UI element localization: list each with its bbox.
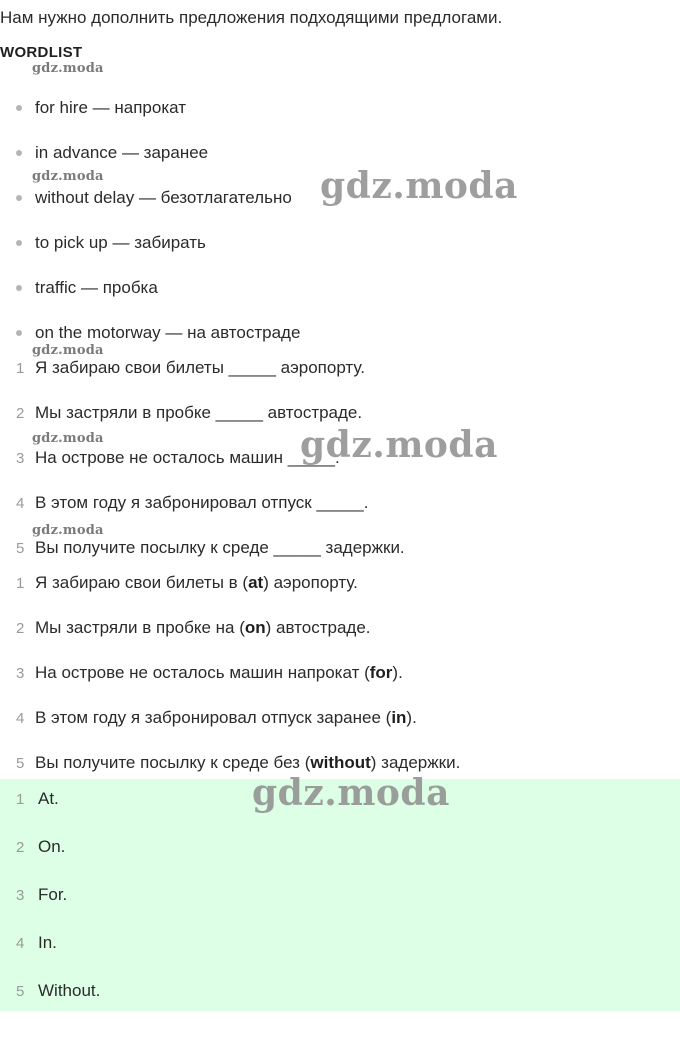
- item-number: 1: [16, 574, 25, 592]
- bullet-icon: [16, 195, 22, 201]
- item-number: 5: [16, 982, 25, 1000]
- sentence-text-before: Вы получите посылку к среде без (: [35, 753, 311, 772]
- bullet-icon: [16, 330, 22, 336]
- item-number: 5: [16, 539, 25, 557]
- item-number: 2: [16, 838, 25, 856]
- bullet-icon: [16, 150, 22, 156]
- watermark-large: gdz.moda: [320, 165, 518, 207]
- bullet-icon: [16, 240, 22, 246]
- solved-sentence: [0, 706, 417, 730]
- item-number: 3: [16, 886, 25, 904]
- answer-text: Without.: [38, 981, 101, 1000]
- answer-item: [0, 835, 65, 859]
- watermark-large: gdz.moda: [300, 424, 498, 466]
- item-number: 4: [16, 494, 25, 512]
- answer-word: without: [310, 753, 371, 772]
- sentence-text: Вы получите посылку к среде _____ задержки.: [35, 538, 405, 557]
- answer-item: [0, 787, 59, 811]
- wordlist-item-text: to pick up — забирать: [35, 233, 206, 252]
- wordlist-item: [0, 321, 300, 345]
- wordlist-item-text: for hire — напрокат: [35, 98, 186, 117]
- sentence-text: На острове не осталось машин _____.: [35, 448, 340, 467]
- item-number: 4: [16, 709, 25, 727]
- answer-item: [0, 883, 67, 907]
- sentence-text: Мы застряли в пробке _____ автостраде.: [35, 403, 363, 422]
- sentence-text-after: ) автостраде.: [265, 618, 371, 637]
- solved-sentence: [0, 661, 403, 685]
- watermark-small: gdz.moda: [32, 431, 104, 446]
- watermark-small: gdz.moda: [32, 169, 104, 184]
- item-number: 5: [16, 754, 25, 772]
- sentence-text-before: Мы застряли в пробке на (: [35, 618, 245, 637]
- item-number: 3: [16, 449, 25, 467]
- answer-text: On.: [38, 837, 66, 856]
- wordlist-item-text: traffic — пробка: [35, 278, 158, 297]
- wordlist-item-text: on the motorway — на автостраде: [35, 323, 301, 342]
- wordlist-item: [0, 141, 208, 165]
- solved-sentence: [0, 616, 371, 640]
- bullet-icon: [16, 105, 22, 111]
- watermark-small: gdz.moda: [32, 523, 104, 538]
- watermark-small: gdz.moda: [32, 343, 104, 358]
- wordlist-item: [0, 186, 292, 210]
- answer-word: in: [391, 708, 407, 727]
- task-sentence: [0, 401, 362, 425]
- solved-sentence: [0, 571, 358, 595]
- wordlist-title: WORDLIST: [0, 44, 83, 61]
- intro-text: Нам нужно дополнить предложения подходящими предлогами.: [0, 8, 503, 27]
- watermark-large: gdz.moda: [252, 772, 450, 814]
- answer-word: at: [248, 573, 264, 592]
- answer-text: At.: [38, 789, 59, 808]
- task-sentence: [0, 536, 405, 560]
- item-number: 4: [16, 934, 25, 952]
- wordlist-item-text: in advance — заранее: [35, 143, 209, 162]
- item-number: 3: [16, 664, 25, 682]
- answer-item: [0, 931, 57, 955]
- item-number: 2: [16, 619, 25, 637]
- sentence-text-before: Я забираю свои билеты в (: [35, 573, 249, 592]
- answer-item: [0, 979, 100, 1003]
- wordlist-item: [0, 231, 206, 255]
- task-sentence: [0, 491, 368, 515]
- answer-word: for: [369, 663, 393, 682]
- watermark-small: gdz.moda: [32, 61, 104, 76]
- answer-text: In.: [38, 933, 57, 952]
- wordlist-item: [0, 96, 186, 120]
- sentence-text-after: ) задержки.: [370, 753, 461, 772]
- sentence-text-after: ).: [392, 663, 403, 682]
- bullet-icon: [16, 285, 22, 291]
- sentence-text-after: ) аэропорту.: [263, 573, 358, 592]
- sentence-text: В этом году я забронировал отпуск _____.: [35, 493, 369, 512]
- item-number: 1: [16, 359, 25, 377]
- wordlist-item: [0, 276, 158, 300]
- wordlist-item-text: without delay — безотлагательно: [35, 188, 292, 207]
- answer-word: on: [244, 618, 266, 637]
- sentence-text-before: На острове не осталось машин напрокат (: [35, 663, 370, 682]
- sentence-text: Я забираю свои билеты _____ аэропорту.: [35, 358, 365, 377]
- task-sentence: [0, 356, 365, 380]
- sentence-text-after: ).: [406, 708, 417, 727]
- sentence-text-before: В этом году я забронировал отпуск заранее (: [35, 708, 392, 727]
- item-number: 1: [16, 790, 25, 808]
- answer-text: For.: [38, 885, 68, 904]
- task-sentence: [0, 446, 340, 470]
- item-number: 2: [16, 404, 25, 422]
